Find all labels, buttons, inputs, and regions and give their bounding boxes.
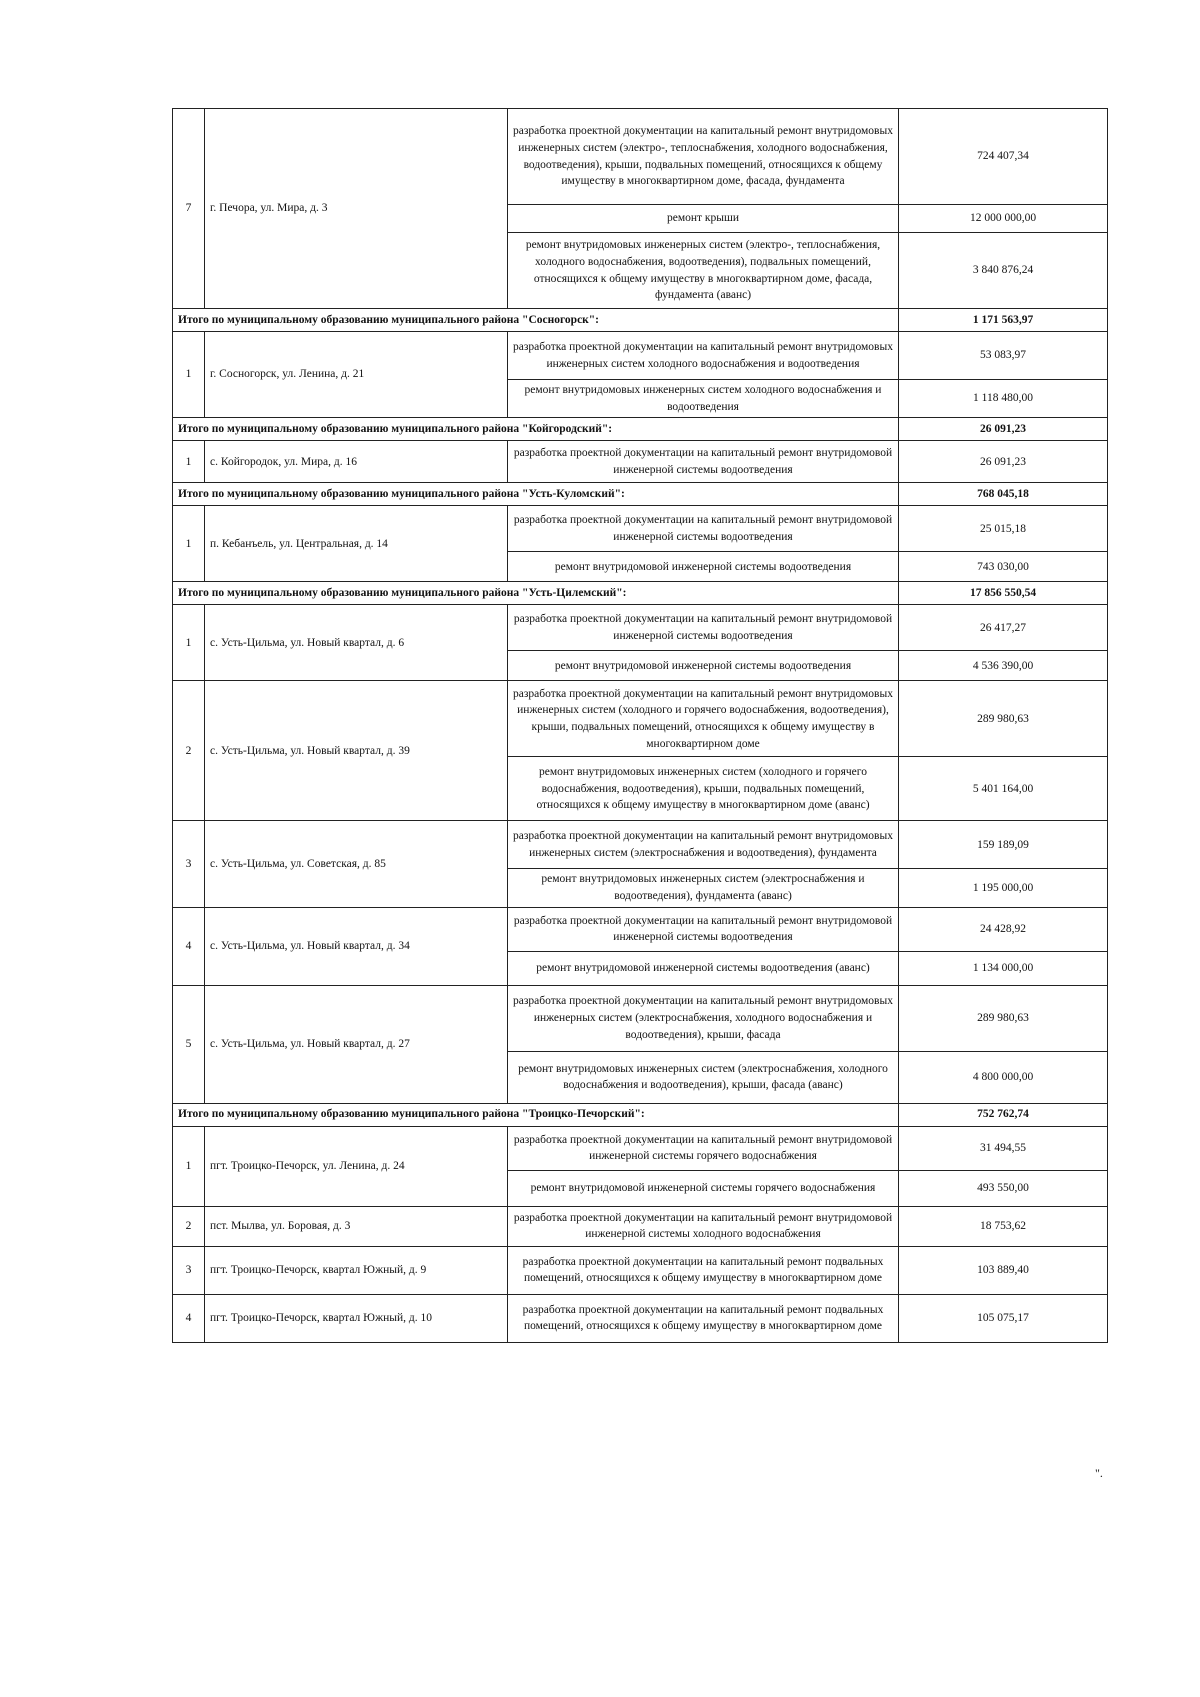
row-number: 2 — [173, 1206, 205, 1246]
work-description: ремонт внутридомовой инженерной системы водоотведения — [508, 651, 899, 681]
building-address: пст. Мылва, ул. Боровая, д. 3 — [205, 1206, 508, 1246]
work-description: ремонт внутридомовой инженерной системы горячего водоснабжения — [508, 1170, 899, 1206]
table-row — [173, 332, 1108, 380]
table-row — [173, 1246, 1108, 1294]
work-description: ремонт крыши — [508, 205, 899, 233]
work-description: разработка проектной документации на капитальный ремонт внутридомовых инженерных систем (электроснабжения, холодного водоснабжения и водоотведения), крыши, фасада — [508, 985, 899, 1051]
row-number: 3 — [173, 1246, 205, 1294]
row-number: 2 — [173, 681, 205, 821]
table-row — [173, 1294, 1108, 1342]
closing-quote-mark: ". — [1095, 1466, 1103, 1480]
work-amount: 26 091,23 — [899, 441, 1108, 483]
building-address: с. Усть-Цильма, ул. Новый квартал, д. 6 — [205, 605, 508, 681]
work-description: разработка проектной документации на капитальный ремонт внутридомовой инженерной системы водоотведения — [508, 506, 899, 552]
table-row — [173, 821, 1108, 869]
building-address: с. Усть-Цильма, ул. Новый квартал, д. 39 — [205, 681, 508, 821]
subtotal-amount: 17 856 550,54 — [899, 582, 1108, 605]
work-amount: 3 840 876,24 — [899, 233, 1108, 309]
table-row — [173, 605, 1108, 651]
row-number: 3 — [173, 821, 205, 907]
table-row — [173, 1126, 1108, 1170]
work-description: разработка проектной документации на капитальный ремонт подвальных помещений, относящихся к общему имуществу в многоквартирном доме — [508, 1246, 899, 1294]
subtotal-row — [173, 582, 1108, 605]
building-address: г. Сосногорск, ул. Ленина, д. 21 — [205, 332, 508, 418]
work-amount: 18 753,62 — [899, 1206, 1108, 1246]
work-amount: 24 428,92 — [899, 907, 1108, 951]
subtotal-label: Итого по муниципальному образованию муниципального района "Усть-Цилемский": — [173, 582, 899, 605]
row-number: 1 — [173, 506, 205, 582]
subtotal-row — [173, 418, 1108, 441]
building-address: с. Усть-Цильма, ул. Советская, д. 85 — [205, 821, 508, 907]
table-row — [173, 907, 1108, 951]
repair-works-table — [172, 108, 1108, 1343]
work-description: разработка проектной документации на капитальный ремонт внутридомовых инженерных систем (электроснабжения и водоотведения), фундамента — [508, 821, 899, 869]
table-row — [173, 109, 1108, 205]
work-description: разработка проектной документации на капитальный ремонт внутридомовой инженерной системы водоотведения — [508, 605, 899, 651]
work-description: разработка проектной документации на капитальный ремонт подвальных помещений, относящихся к общему имуществу в многоквартирном доме — [508, 1294, 899, 1342]
work-description: ремонт внутридомовых инженерных систем (электро-, теплоснабжения, холодного водоснабжения, водоотведения), подвальных помещений, относящихся к общему имуществу в многоквартирном доме, фасада, фундамента (аванс) — [508, 233, 899, 309]
table-row — [173, 441, 1108, 483]
work-amount: 1 134 000,00 — [899, 951, 1108, 985]
work-description: разработка проектной документации на капитальный ремонт внутридомовой инженерной системы горячего водоснабжения — [508, 1126, 899, 1170]
row-number: 4 — [173, 907, 205, 985]
work-amount: 289 980,63 — [899, 681, 1108, 757]
table-body — [173, 109, 1108, 1343]
subtotal-amount: 752 762,74 — [899, 1103, 1108, 1126]
row-number: 1 — [173, 1126, 205, 1206]
subtotal-row — [173, 309, 1108, 332]
work-description: разработка проектной документации на капитальный ремонт внутридомовых инженерных систем (электро-, теплоснабжения, холодного водоснабжения, водоотведения), крыши, подвальных помещений, относящихся к общему имуществу в многоквартирном доме, фасада, фундамента — [508, 109, 899, 205]
work-amount: 493 550,00 — [899, 1170, 1108, 1206]
row-number: 7 — [173, 109, 205, 309]
row-number: 1 — [173, 332, 205, 418]
work-amount: 5 401 164,00 — [899, 757, 1108, 821]
table-row — [173, 1206, 1108, 1246]
subtotal-label: Итого по муниципальному образованию муниципального района "Троицко-Печорский": — [173, 1103, 899, 1126]
work-amount: 4 800 000,00 — [899, 1051, 1108, 1103]
work-description: ремонт внутридомовых инженерных систем (электроснабжения и водоотведения), фундамента (аванс) — [508, 869, 899, 907]
work-description: ремонт внутридомовых инженерных систем холодного водоснабжения и водоотведения — [508, 380, 899, 418]
work-amount: 289 980,63 — [899, 985, 1108, 1051]
subtotal-label: Итого по муниципальному образованию муниципального района "Койгородский": — [173, 418, 899, 441]
subtotal-label: Итого по муниципальному образованию муниципального района "Усть-Куломский": — [173, 483, 899, 506]
table-row — [173, 681, 1108, 757]
table-row — [173, 985, 1108, 1051]
work-amount: 12 000 000,00 — [899, 205, 1108, 233]
work-description: разработка проектной документации на капитальный ремонт внутридомовых инженерных систем холодного водоснабжения и водоотведения — [508, 332, 899, 380]
subtotal-row — [173, 483, 1108, 506]
work-description: ремонт внутридомовых инженерных систем (электроснабжения, холодного водоснабжения и водоотведения), крыши, фасада (аванс) — [508, 1051, 899, 1103]
work-description: ремонт внутридомовой инженерной системы водоотведения (аванс) — [508, 951, 899, 985]
row-number: 5 — [173, 985, 205, 1103]
subtotal-label: Итого по муниципальному образованию муниципального района "Сосногорск": — [173, 309, 899, 332]
building-address: п. Кебанъель, ул. Центральная, д. 14 — [205, 506, 508, 582]
row-number: 1 — [173, 441, 205, 483]
work-description: разработка проектной документации на капитальный ремонт внутридомовой инженерной системы холодного водоснабжения — [508, 1206, 899, 1246]
work-amount: 724 407,34 — [899, 109, 1108, 205]
work-description: разработка проектной документации на капитальный ремонт внутридомовой инженерной системы водоотведения — [508, 441, 899, 483]
work-amount: 4 536 390,00 — [899, 651, 1108, 681]
building-address: пгт. Троицко-Печорск, квартал Южный, д. 9 — [205, 1246, 508, 1294]
building-address: г. Печора, ул. Мира, д. 3 — [205, 109, 508, 309]
subtotal-amount: 26 091,23 — [899, 418, 1108, 441]
work-description: ремонт внутридомовых инженерных систем (холодного и горячего водоснабжения, водоотведения), крыши, подвальных помещений, относящихся к общему имуществу в многоквартирном доме (аванс) — [508, 757, 899, 821]
work-amount: 25 015,18 — [899, 506, 1108, 552]
work-description: разработка проектной документации на капитальный ремонт внутридомовых инженерных систем (холодного и горячего водоснабжения, водоотведения), крыши, подвальных помещений, относящихся к общему имуществу в многоквартирном доме — [508, 681, 899, 757]
building-address: с. Усть-Цильма, ул. Новый квартал, д. 34 — [205, 907, 508, 985]
row-number: 1 — [173, 605, 205, 681]
building-address: пгт. Троицко-Печорск, ул. Ленина, д. 24 — [205, 1126, 508, 1206]
work-amount: 159 189,09 — [899, 821, 1108, 869]
work-amount: 53 083,97 — [899, 332, 1108, 380]
work-amount: 31 494,55 — [899, 1126, 1108, 1170]
subtotal-amount: 1 171 563,97 — [899, 309, 1108, 332]
work-amount: 26 417,27 — [899, 605, 1108, 651]
work-description: ремонт внутридомовой инженерной системы водоотведения — [508, 552, 899, 582]
row-number: 4 — [173, 1294, 205, 1342]
subtotal-row — [173, 1103, 1108, 1126]
work-amount: 103 889,40 — [899, 1246, 1108, 1294]
work-amount: 1 195 000,00 — [899, 869, 1108, 907]
table-row — [173, 506, 1108, 552]
building-address: с. Усть-Цильма, ул. Новый квартал, д. 27 — [205, 985, 508, 1103]
work-description: разработка проектной документации на капитальный ремонт внутридомовой инженерной системы водоотведения — [508, 907, 899, 951]
subtotal-amount: 768 045,18 — [899, 483, 1108, 506]
building-address: пгт. Троицко-Печорск, квартал Южный, д. 10 — [205, 1294, 508, 1342]
building-address: с. Койгородок, ул. Мира, д. 16 — [205, 441, 508, 483]
work-amount: 743 030,00 — [899, 552, 1108, 582]
work-amount: 1 118 480,00 — [899, 380, 1108, 418]
work-amount: 105 075,17 — [899, 1294, 1108, 1342]
